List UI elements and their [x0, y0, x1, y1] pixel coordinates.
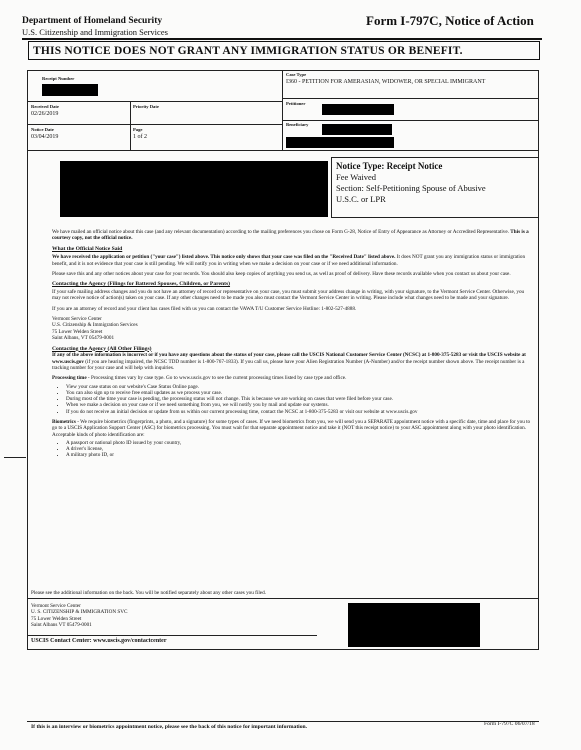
footer-address-line-2: U. S. CITIZENSHIP & IMMIGRATION SVC: [31, 609, 128, 616]
address-redacted: [60, 161, 328, 217]
page-value: 1 of 2: [133, 134, 147, 140]
page-label: Page: [133, 127, 143, 132]
received-date-value: 02/26/2019: [31, 111, 59, 117]
footer-address-line-3: 75 Lower Welden Street: [31, 615, 82, 622]
list-item: • View your case status on our website's Case Status Online page.: [66, 384, 532, 390]
list-item: • A military photo ID, or: [66, 452, 532, 458]
banner: [28, 41, 540, 60]
received-date-label: Received Date: [31, 104, 59, 109]
barcode-redacted: [348, 603, 480, 647]
fee-status: Fee Waived: [336, 172, 376, 182]
beneficiary-label: Beneficiary: [286, 122, 309, 127]
vsc-address-line-2: U.S. Citizenship & Immigration Services: [52, 322, 138, 329]
list-item: • If you do not receive an initial decision or update from us within our current processing time, contact the NCSC at 1-800-375-5283 or visit our website at www.uscis.gov: [66, 409, 532, 415]
form-title: Form I-797C, Notice of Action: [366, 13, 534, 28]
ncsc-tdd-statement: (if you are hearing impaired, the NCSC TDD number is 1-800-767-1833). If you call us, please have your Alien Registration Number (A-Number) and/or the receipt number shown above. The receipt number is a tracking number for your case and will help with inquiries.: [52, 358, 525, 371]
agency-name: U.S. Citizenship and Immigration Services: [22, 27, 168, 37]
receipt-number-redacted: [42, 84, 98, 96]
courtesy-copy-note: This is a courtesy copy, not the official notice.: [52, 229, 529, 242]
footer-address-line-4: Saint Albans VT 05479-0001: [31, 622, 92, 629]
notice-date-label: Notice Date: [31, 127, 54, 132]
case-type-label: Case Type: [286, 72, 307, 77]
notice-type: Notice Type: Receipt Notice: [336, 161, 443, 171]
beneficiary-redacted: [322, 124, 392, 135]
footer-address-line-1: Vermont Service Center: [31, 603, 81, 609]
body-text: [52, 229, 532, 459]
list-item: • During most of the time your case is pending, the processing status will not change. This is because we are working on cases that were filed before your case.: [66, 396, 532, 402]
banner-text: THIS NOTICE DOES NOT GRANT ANY IMMIGRATION STATUS OR BENEFIT.: [33, 45, 463, 57]
biometrics-label: Biometrics: [52, 418, 76, 425]
petitioner-redacted: [322, 104, 394, 115]
processing-time-text: - Processing times vary by case type. Go to www.uscis.gov to see the current processing times listed by case type and office.: [87, 375, 347, 382]
notice-date-value: 03/04/2019: [31, 134, 59, 140]
courtesy-paragraph: We have mailed an official notice about this case (and any relevant documentation) according to the mailing preferences you chose on Form G-28, Notice of Entry of Appearance as Attorney or Accredited Representative.: [52, 229, 509, 235]
section-line-2: U.S.C. or LPR: [336, 194, 386, 204]
petitioner-label: Petitioner: [286, 101, 306, 106]
receipt-number-label: Receipt Number: [42, 76, 75, 81]
priority-date-label: Priority Date: [133, 104, 159, 109]
case-type-value: I360 - PETITION FOR AMERASIAN, WIDOWER, OR SPECIAL IMMIGRANT: [286, 79, 486, 85]
section-line-1: Section: Self-Petitioning Spouse of Abusive: [336, 183, 486, 193]
beneficiary-name-redacted: [286, 137, 394, 148]
section-other-filings: Contacting the Agency (All Other Filings): [52, 345, 152, 352]
address-change-paragraph: If your safe mailing address changes and you do not have an attorney of record or representative on your case, you must submit your address change in writing, with your signature, to the Vermont Service Center. Otherwise, you may not receive notice of action(s) taken on your case. If any other changes need to be made you also must contact the Vermont Service Center in writing. Please include what changes need to be made and your signature.: [52, 288, 525, 302]
see-back-note: Please see the additional information on the back. You will be notified separately about any other cases you filed.: [31, 590, 266, 596]
list-item: • When we make a decision on your case or if we need something from you, we will notify you by mail and update our systems.: [66, 402, 532, 408]
section-battered-spouses: Contacting the Agency (Filings for Battered Spouses, Children, or Parents): [52, 281, 231, 288]
not-grant-statement: It does NOT grant you any immigration status or immigration benefit, and it is not evidence that your case is still pending. We will notify you in writing when we make a decision on your case or if we need additional information.: [52, 254, 526, 267]
footer-address: [31, 603, 128, 629]
ncsc-contact-statement: If any of the above information is incorrect or if you have any questions about the status of your case, please call the USCIS National Customer Service Center (NCSC) at 1-800-375-5283 or visit the USCIS website at www.uscis.gov: [52, 352, 526, 365]
photo-id-list: [52, 440, 532, 459]
department-name: Department of Homeland Security: [22, 16, 163, 26]
list-item: • A driver's license,: [66, 446, 532, 452]
received-statement: We have received the application or petition ("your case") listed above. This notice only shows that your case was filed on the "Received Date" listed above.: [52, 254, 396, 261]
bottom-note: If this is an interview or biometrics appointment notice, please see the back of this notice for important information.: [31, 724, 308, 730]
vawa-hotline-paragraph: If you are an attorney of record and your client has cases filed with us you can contact the VAWA T/U Customer Service Hotline: 1-802-527-4888.: [52, 305, 357, 312]
vsc-address-line-1: Vermont Service Center: [52, 316, 102, 323]
list-item: • You can also sign up to receive free email updates as we process your case.: [66, 390, 532, 396]
processing-bullets: [52, 384, 532, 415]
vsc-address-line-3: 75 Lower Welden Street: [52, 328, 103, 335]
save-records-paragraph: Please save this and any other notices about your case for your records. You should also keep copies of anything you send us, as well as proof of delivery. Have these records available when you contact us about your case.: [52, 271, 511, 278]
contact-center: USCIS Contact Center: www.uscis.gov/contactcenter: [31, 638, 167, 644]
biometrics-text: - We require biometrics (fingerprints, a photo, and a signature) for some types of cases. If we need biometrics from you, we will send you a SEPARATE appointment notice with a specific date, time and place for you to go to a USCIS Application Support Center (ASC) for biometrics processing. You must wait for that separate appointment notice and take it (NOT this receipt notice) to your ASC appointment along with your photo identification. Acceptable kinds of photo identification are:: [52, 418, 531, 438]
vsc-address-line-4: Saint Albans, VT 05479-0001: [52, 335, 115, 342]
section-official-notice: What the Official Notice Said: [52, 245, 123, 252]
form-id: Form I-797C 06/07/18: [484, 721, 535, 727]
processing-time-label: Processing time: [52, 375, 87, 382]
list-item: • A passport or national photo ID issued by your country,: [66, 440, 532, 446]
